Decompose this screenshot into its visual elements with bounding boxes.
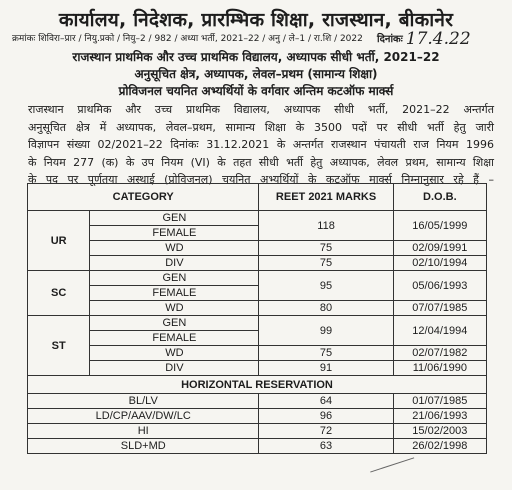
marks-cell: 99 <box>259 316 393 346</box>
marks-cell: 75 <box>259 256 393 271</box>
category-cell: FEMALE <box>90 226 259 241</box>
group-st: ST <box>28 316 90 376</box>
category-cell: GEN <box>90 316 259 331</box>
table-row <box>28 211 487 226</box>
date-label: दिनांकः <box>377 34 403 45</box>
category-cell: DIV <box>90 361 259 376</box>
table-row <box>28 424 487 439</box>
dob-cell: 02/07/1982 <box>393 346 486 361</box>
header-marks: REET 2021 MARKS <box>259 184 393 211</box>
title-line-1: राजस्थान प्राथमिक और उच्च प्राथमिक विद्यालय, अध्यापक सीधी भर्ती, 2021–22 <box>72 50 440 64</box>
dob-cell: 05/06/1993 <box>393 271 486 301</box>
paragraph-line: के पद पर पूर्णतया अस्थाई (प्रोविजनल) चयनित अभ्यर्थियों के कटऑफ मार्क्स निम्नानुसार रहे हैं – <box>28 173 494 186</box>
group-sc: SC <box>28 271 90 316</box>
marks-cell: 72 <box>259 424 393 439</box>
dob-cell: 02/10/1994 <box>393 256 486 271</box>
reference-number: क्रमांकः शिविरा–प्रार / नियु.प्रको / नियु–2 / 982 / अध्या भर्ती, 2021–22 / अनु / ले–1 / रा.शि / 2022 <box>12 34 363 44</box>
horizontal-reservation-title: HORIZONTAL RESERVATION <box>28 376 487 394</box>
table-row <box>28 394 487 409</box>
category-cell: LD/CP/AAV/DW/LC <box>28 409 259 424</box>
date-line <box>377 27 471 47</box>
table-row <box>28 271 487 286</box>
title-line-3: प्रोविजनल चयनित अभ्यर्थियों के वर्गवार अन्तिम कटऑफ मार्क्स <box>118 84 394 98</box>
category-cell: WD <box>90 346 259 361</box>
dob-cell: 01/07/1985 <box>393 394 486 409</box>
dob-cell: 02/09/1991 <box>393 241 486 256</box>
table-row <box>28 301 487 316</box>
dob-cell: 26/02/1998 <box>393 439 486 454</box>
header-category: CATEGORY <box>28 184 259 211</box>
category-cell: GEN <box>90 271 259 286</box>
title-line-2: अनुसूचित क्षेत्र, अध्यापक, लेवल–प्रथम (सामान्य शिक्षा) <box>134 67 378 81</box>
dob-cell: 07/07/1985 <box>393 301 486 316</box>
handwritten-date: 17.4.22 <box>405 29 471 49</box>
table-row <box>28 256 487 271</box>
dob-cell: 11/06/1990 <box>393 361 486 376</box>
paragraph-line: राजस्थान प्राथमिक और उच्च प्राथमिक विद्यालय, अध्यापक सीधी भर्ती, 2021–22 अन्तर्गत <box>28 103 494 116</box>
paragraph-line: अनुसूचित क्षेत्र में अध्यापक, लेवल–प्रथम, सामान्य शिक्षा के 3500 पदों पर सीधी भर्ती हेतु जारी <box>28 120 494 134</box>
marks-cell: 91 <box>259 361 393 376</box>
category-cell: GEN <box>90 211 259 226</box>
marks-cell: 95 <box>259 271 393 301</box>
marks-cell: 96 <box>259 409 393 424</box>
marks-cell: 64 <box>259 394 393 409</box>
marks-cell: 75 <box>259 346 393 361</box>
table-row <box>28 361 487 376</box>
category-cell: HI <box>28 424 259 439</box>
table-row <box>28 439 487 454</box>
table-header-row <box>28 184 487 211</box>
category-cell: WD <box>90 241 259 256</box>
dob-cell: 16/05/1999 <box>393 211 486 241</box>
table-row <box>28 409 487 424</box>
cutoff-table <box>27 183 487 454</box>
paragraph-line: विज्ञापन संख्या 02/2021–22 दिनांकः 31.12.2021 के अन्तर्गत राजस्थान पंचायती राज नियम 1996 <box>28 138 494 151</box>
table-row <box>28 241 487 256</box>
signature-mark <box>370 457 420 489</box>
category-cell: FEMALE <box>90 331 259 346</box>
dob-cell: 12/04/1994 <box>393 316 486 346</box>
table-row <box>28 346 487 361</box>
marks-cell: 80 <box>259 301 393 316</box>
category-cell: FEMALE <box>90 286 259 301</box>
paragraph-line: के नियम 277 (क) के उप नियम (VI) के तहत सीधी भर्ती हेतु अध्यापक, लेवल प्रथम, सामान्य शिक्षा <box>28 155 494 169</box>
group-ur: UR <box>28 211 90 271</box>
office-title: कार्यालय, निदेशक, प्रारम्भिक शिक्षा, राजस्थान, बीकानेर <box>58 9 454 31</box>
marks-cell: 118 <box>259 211 393 241</box>
dob-cell: 15/02/2003 <box>393 424 486 439</box>
horizontal-reservation-header-row <box>28 376 487 394</box>
category-cell: DIV <box>90 256 259 271</box>
table-row <box>28 316 487 331</box>
dob-cell: 21/06/1993 <box>393 409 486 424</box>
body-paragraph <box>28 101 494 189</box>
header-dob: D.O.B. <box>393 184 486 211</box>
marks-cell: 75 <box>259 241 393 256</box>
category-cell: BL/LV <box>28 394 259 409</box>
category-cell: WD <box>90 301 259 316</box>
category-cell: SLD+MD <box>28 439 259 454</box>
marks-cell: 63 <box>259 439 393 454</box>
